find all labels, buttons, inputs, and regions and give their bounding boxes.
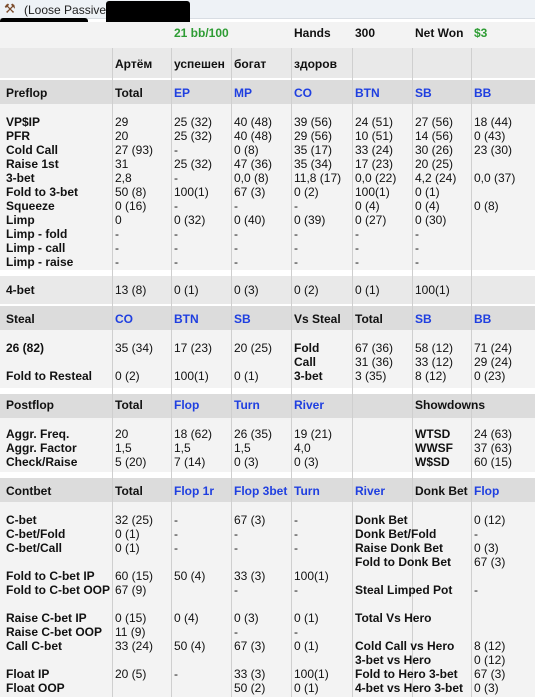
cell: -: [234, 625, 238, 639]
table-row: [0, 455, 535, 469]
cell: -: [294, 625, 298, 639]
preflop-col-btn: BTN: [355, 86, 380, 100]
table-row: [0, 227, 535, 241]
table-row: [0, 569, 535, 583]
cell: 30 (26): [415, 143, 454, 157]
row-label: 3-bet vs Hero: [355, 653, 432, 667]
row-label: Raise Donk Bet: [355, 541, 444, 555]
cell: -: [415, 241, 419, 255]
cell: 0 (3): [474, 541, 499, 555]
cell: 100(1): [174, 185, 209, 199]
row-label: Steal Limped Pot: [355, 583, 453, 597]
table-row: [0, 653, 535, 667]
cell: 17 (23): [355, 157, 394, 171]
row-label: C-bet: [6, 513, 37, 527]
table-row: [0, 681, 535, 695]
contbet-col-river: River: [355, 484, 386, 498]
cell: -: [294, 255, 298, 269]
cell: 0 (3): [474, 681, 499, 695]
cell: 100(1): [174, 369, 209, 383]
cell: 27 (93): [115, 143, 154, 157]
table-row: [0, 527, 535, 541]
cell: 0 (2): [115, 369, 140, 383]
table-row: [0, 213, 535, 227]
cell: -: [294, 583, 298, 597]
row-label: Fold to Resteal: [6, 369, 93, 383]
contbet-header: [0, 484, 535, 498]
cell: 0 (1): [174, 283, 199, 297]
table-row: [0, 157, 535, 171]
cell: 33 (3): [234, 569, 266, 583]
cell: -: [355, 255, 359, 269]
donkbet-col-flop: Flop: [474, 484, 500, 498]
preflop-header: [0, 86, 535, 100]
steal-col-co: CO: [115, 312, 133, 326]
cell: -: [294, 227, 298, 241]
cell: 0 (8): [474, 199, 499, 213]
row-label: PFR: [6, 129, 30, 143]
cell: 0,0 (8): [234, 171, 269, 185]
cell: 10 (51): [355, 129, 394, 143]
table-row: [0, 541, 535, 555]
row-label: Call C-bet: [6, 639, 63, 653]
cell: 40 (48): [234, 115, 273, 129]
hands-label: Hands: [294, 26, 331, 40]
cell: 0 (2): [294, 283, 319, 297]
cell: -: [234, 541, 238, 555]
cell: 47 (36): [234, 157, 273, 171]
cell: 31 (36): [355, 355, 394, 369]
window-title: (Loose Passive: [24, 3, 107, 17]
note-word-4: здоров: [294, 57, 337, 71]
row-label: W$SD: [415, 455, 450, 469]
cell: 0 (4): [355, 199, 380, 213]
contbet-col-flop3bet: Flop 3bet: [234, 484, 288, 498]
cell: 33 (3): [234, 667, 266, 681]
preflop-col-total: Total: [115, 86, 143, 100]
cell: 0 (1): [355, 283, 380, 297]
row-label: Float IP: [6, 667, 50, 681]
table-row: [0, 513, 535, 527]
cell: 29 (56): [294, 129, 333, 143]
steal-title: Steal: [6, 312, 35, 326]
vs-steal-col-total: Total: [355, 312, 383, 326]
note-word-3: богат: [234, 57, 267, 71]
cell: 0 (3): [234, 611, 259, 625]
fourbet-row: [0, 283, 535, 297]
cell: 35 (34): [115, 341, 154, 355]
cell: 39 (56): [294, 115, 333, 129]
cell: 8 (12): [474, 639, 506, 653]
postflop-col-flop: Flop: [174, 398, 200, 412]
steal-header: [0, 312, 535, 326]
row-label: Fold to 3-bet: [6, 185, 78, 199]
showdowns-title: Showdowns: [415, 398, 485, 412]
cell: 14 (56): [415, 129, 454, 143]
cell: -: [174, 667, 178, 681]
table-row: [0, 369, 535, 383]
cell: 13 (8): [115, 283, 147, 297]
steal-col-sb: SB: [234, 312, 251, 326]
preflop-col-ep: EP: [174, 86, 191, 100]
cell: -: [294, 527, 298, 541]
row-label: Aggr. Factor: [6, 441, 77, 455]
row-label: C-bet/Call: [6, 541, 63, 555]
preflop-col-co: CO: [294, 86, 312, 100]
cell: 67 (3): [474, 555, 506, 569]
cell: -: [174, 227, 178, 241]
cell: -: [234, 583, 238, 597]
cell: -: [415, 255, 419, 269]
cell: -: [174, 143, 178, 157]
cell: 29: [115, 115, 129, 129]
cell: 0 (30): [415, 213, 447, 227]
cell: 0 (3): [234, 283, 259, 297]
cell: 23 (30): [474, 143, 513, 157]
cell: 20: [115, 129, 129, 143]
table-row: [0, 241, 535, 255]
cell: 37 (63): [474, 441, 513, 455]
row-label: Aggr. Freq.: [6, 427, 70, 441]
note-word-2: успешен: [174, 57, 225, 71]
cell: 100(1): [415, 283, 450, 297]
cell: 25 (32): [174, 129, 213, 143]
cell: -: [294, 541, 298, 555]
cell: 0 (4): [174, 611, 199, 625]
cell: 25 (32): [174, 157, 213, 171]
cell: 0 (8): [234, 143, 259, 157]
cell: 11 (9): [115, 625, 146, 639]
cell: 100(1): [294, 569, 329, 583]
cell: 7 (14): [174, 455, 206, 469]
contbet-col-turn: Turn: [294, 484, 320, 498]
postflop-title: Postflop: [6, 398, 54, 412]
cell: 1,5: [174, 441, 191, 455]
cell: -: [115, 255, 119, 269]
table-row: [0, 255, 535, 269]
postflop-col-turn: Turn: [234, 398, 260, 412]
cell: 4,2 (24): [415, 171, 457, 185]
table-row: [0, 143, 535, 157]
cell: 0 (1): [294, 639, 319, 653]
row-label: 3-bet: [6, 171, 35, 185]
row-label: WTSD: [415, 427, 451, 441]
bb-rate: 21 bb/100: [174, 26, 229, 40]
row-label: Limp - raise: [6, 255, 74, 269]
cell: 25 (32): [174, 115, 213, 129]
row-label: Raise C-bet OOP: [6, 625, 103, 639]
cell: 0 (1): [115, 527, 140, 541]
cell: -: [234, 255, 238, 269]
table-row: [0, 341, 535, 355]
row-label: C-bet/Fold: [6, 527, 66, 541]
row-label: 4-bet vs Hero 3-bet: [355, 681, 464, 695]
cell: -: [234, 527, 238, 541]
cell: -: [234, 227, 238, 241]
cell: 0 (1): [294, 611, 319, 625]
row-label: Donk Bet: [355, 513, 408, 527]
cell: -: [294, 241, 298, 255]
cell: -: [474, 527, 478, 541]
table-row: [0, 427, 535, 441]
cell: 50 (4): [174, 639, 206, 653]
cell: -: [174, 527, 178, 541]
net-won-label: Net Won: [415, 26, 464, 40]
table-row: [0, 583, 535, 597]
cell: 33 (24): [115, 639, 154, 653]
net-won-value: $3: [474, 26, 488, 40]
cell: 0 (3): [234, 455, 259, 469]
row-label: 3-bet: [294, 369, 323, 383]
row-label: Float OOP: [6, 681, 65, 695]
row-label: Fold to C-bet IP: [6, 569, 95, 583]
cell: 100(1): [355, 185, 390, 199]
cell: -: [174, 241, 178, 255]
postflop-col-river: River: [294, 398, 325, 412]
table-row: [0, 667, 535, 681]
cell: 0 (32): [174, 213, 206, 227]
cell: -: [174, 513, 178, 527]
row-label: Limp: [6, 213, 35, 227]
cell: 0 (3): [294, 455, 319, 469]
cell: 100(1): [294, 667, 329, 681]
cell: 5 (20): [115, 455, 147, 469]
cell: 0 (40): [234, 213, 266, 227]
cell: 67 (9): [115, 583, 147, 597]
row-label: Fold: [294, 341, 320, 355]
cell: 27 (56): [415, 115, 454, 129]
cell: 0 (23): [474, 369, 506, 383]
cell: 24 (63): [474, 427, 513, 441]
table-row: [0, 115, 535, 129]
cell: 0 (15): [115, 611, 147, 625]
cell: -: [294, 199, 298, 213]
cell: -: [355, 227, 359, 241]
cell: -: [115, 241, 119, 255]
row-label: 4-bet: [6, 283, 35, 297]
row-label: VP$IP: [6, 115, 41, 129]
cell: 20: [115, 427, 129, 441]
cell: 0 (43): [474, 129, 506, 143]
contbet-col-total: Total: [115, 484, 143, 498]
row-label: Fold to C-bet OOP: [6, 583, 110, 597]
cell: 17 (23): [174, 341, 213, 355]
cell: -: [234, 199, 238, 213]
cell: -: [234, 241, 238, 255]
cell: 0 (2): [294, 185, 319, 199]
cell: 0,0 (22): [355, 171, 397, 185]
preflop-col-sb: SB: [415, 86, 432, 100]
cell: -: [355, 241, 359, 255]
cell: 31: [115, 157, 129, 171]
cell: 35 (17): [294, 143, 333, 157]
cell: -: [415, 227, 419, 241]
row-label: WWSF: [415, 441, 453, 455]
cell: 11,8 (17): [294, 171, 342, 185]
cell: 50 (4): [174, 569, 206, 583]
cell: 29 (24): [474, 355, 513, 369]
app-icon: ⚒: [4, 1, 16, 16]
row-label: Raise C-bet IP: [6, 611, 87, 625]
cell: 2,8: [115, 171, 132, 185]
cell: 20 (25): [415, 157, 454, 171]
row-label: Raise 1st: [6, 157, 59, 171]
cell: 67 (3): [474, 667, 506, 681]
cell: 1,5: [234, 441, 251, 455]
cell: 67 (3): [234, 639, 266, 653]
row-label: Check/Raise: [6, 455, 78, 469]
cell: 0,0 (37): [474, 171, 516, 185]
vs-steal-title: Vs Steal: [294, 312, 341, 326]
cell: 67 (36): [355, 341, 394, 355]
cell: 20 (25): [234, 341, 273, 355]
preflop-title: Preflop: [6, 86, 48, 100]
cell: 35 (34): [294, 157, 333, 171]
cell: 0 (16): [115, 199, 147, 213]
cell: 33 (24): [355, 143, 394, 157]
cell: 0 (39): [294, 213, 326, 227]
cell: -: [174, 255, 178, 269]
cell: -: [174, 171, 178, 185]
cell: -: [474, 583, 478, 597]
cell: 50 (8): [115, 185, 147, 199]
cell: 0 (27): [355, 213, 387, 227]
cell: 0 (12): [474, 653, 506, 667]
table-row: [0, 597, 535, 611]
cell: 67 (3): [234, 185, 266, 199]
cell: -: [174, 199, 178, 213]
row-label: Donk Bet/Fold: [355, 527, 437, 541]
vs-steal-col-sb: SB: [415, 312, 432, 326]
row-label: Limp - call: [6, 241, 66, 255]
contbet-title: Contbet: [6, 484, 52, 498]
cell: -: [115, 227, 119, 241]
cell: 67 (3): [234, 513, 266, 527]
cell: 40 (48): [234, 129, 273, 143]
table-row: [0, 611, 535, 625]
row-label: 26 (82): [6, 341, 45, 355]
cell: 24 (51): [355, 115, 394, 129]
preflop-col-mp: MP: [234, 86, 252, 100]
cell: 0 (4): [415, 199, 440, 213]
cell: 58 (12): [415, 341, 454, 355]
cell: 18 (62): [174, 427, 213, 441]
postflop-header: [0, 398, 535, 412]
table-row: [0, 555, 535, 569]
row-label: Cold Call vs Hero: [355, 639, 455, 653]
contbet-col-flop1r: Flop 1r: [174, 484, 215, 498]
note-word-1: Артём: [115, 57, 153, 71]
cell: 18 (44): [474, 115, 513, 129]
hands-value: 300: [355, 26, 376, 40]
table-row: [0, 171, 535, 185]
cell: 0: [115, 213, 122, 227]
row-label: Fold to Donk Bet: [355, 555, 451, 569]
steal-col-btn: BTN: [174, 312, 199, 326]
title-bar: [0, 0, 535, 19]
cell: 0 (1): [415, 185, 440, 199]
table-row: [0, 185, 535, 199]
row-label: Total Vs Hero: [355, 611, 432, 625]
cell: 0 (1): [294, 681, 319, 695]
cell: 20 (5): [115, 667, 147, 681]
cell: -: [294, 513, 298, 527]
cell: 50 (2): [234, 681, 266, 695]
cell: -: [174, 541, 178, 555]
cell: 0 (1): [115, 541, 140, 555]
table-row: [0, 199, 535, 213]
cell: 60 (15): [115, 569, 154, 583]
cell: 3 (35): [355, 369, 387, 383]
cell: 1,5: [115, 441, 132, 455]
vs-steal-col-bb: BB: [474, 312, 492, 326]
cell: 8 (12): [415, 369, 447, 383]
postflop-col-total: Total: [115, 398, 143, 412]
table-row: [0, 639, 535, 653]
cell: 71 (24): [474, 341, 513, 355]
cell: 0 (12): [474, 513, 506, 527]
cell: 60 (15): [474, 455, 513, 469]
donkbet-title: Donk Bet: [415, 484, 468, 498]
cell: 4,0: [294, 441, 311, 455]
table-row: [0, 441, 535, 455]
row-label: Squeeze: [6, 199, 55, 213]
cell: 33 (12): [415, 355, 454, 369]
cell: 19 (21): [294, 427, 333, 441]
row-label: Limp - fold: [6, 227, 68, 241]
row-label: Fold to Hero 3-bet: [355, 667, 458, 681]
cell: 32 (25): [115, 513, 154, 527]
table-row: [0, 625, 535, 639]
cell: 0 (1): [234, 369, 259, 383]
table-row: [0, 129, 535, 143]
preflop-col-bb: BB: [474, 86, 492, 100]
table-row: [0, 355, 535, 369]
row-label: Cold Call: [6, 143, 59, 157]
row-label: Call: [294, 355, 317, 369]
cell: 26 (35): [234, 427, 273, 441]
